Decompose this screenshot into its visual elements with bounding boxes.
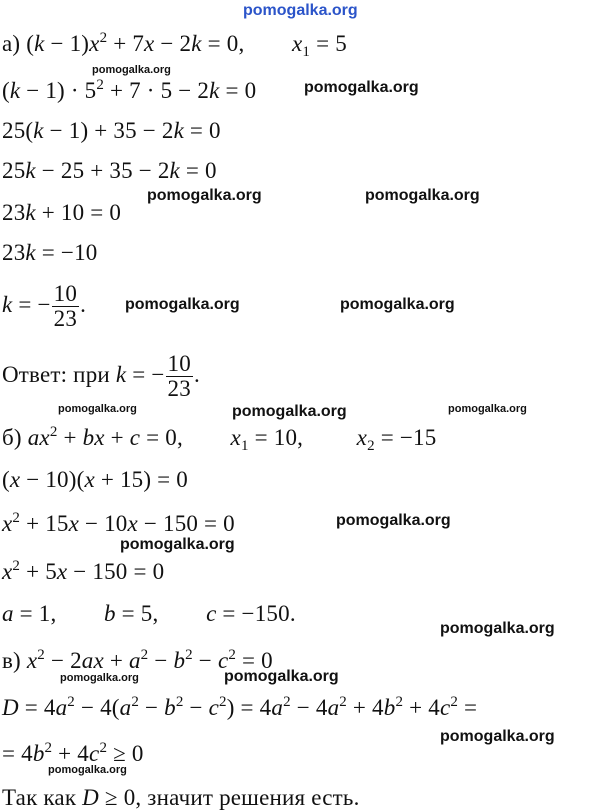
watermark: pomogalka.org — [340, 296, 455, 313]
watermark-top: pomogalka.org — [243, 2, 358, 19]
watermark: pomogalka.org — [440, 620, 555, 637]
watermark: pomogalka.org — [448, 403, 527, 415]
part-a-answer: Ответ: при k = − $\frac{10}{23}$ . — [2, 351, 200, 401]
fraction: $\frac{10}{23}$ — [167, 351, 191, 401]
part-a-line-7: k = − $\frac{10}{23}$ . — [2, 281, 87, 331]
part-v-line-4: Так как D ≥ 0, значит решения есть. — [2, 785, 360, 810]
watermark: pomogalka.org — [304, 79, 419, 96]
part-b-line-1: б) $ax^2$ + bx + c = 0, $x_1 = 10$, $x_2 = -15$ — [2, 424, 437, 454]
watermark: pomogalka.org — [232, 403, 347, 420]
watermark: pomogalka.org — [48, 764, 127, 776]
watermark: pomogalka.org — [147, 187, 262, 204]
part-b-line-2: (x − 10)(x + 15) = 0 — [2, 467, 189, 492]
watermark: pomogalka.org — [120, 536, 235, 553]
part-a-line-6: 23k = −10 — [2, 240, 98, 265]
watermark: pomogalka.org — [92, 64, 171, 76]
part-a-line-2: $(k - 1) \cdot 5^2 + 7 \cdot 5 - 2k = 0$ — [2, 77, 257, 103]
watermark: pomogalka.org — [336, 512, 451, 529]
part-v-line-1: в) $x^2 - 2ax + a^2 - b^2 - c^2 = 0$ — [2, 647, 273, 673]
watermark: pomogalka.org — [125, 296, 240, 313]
part-v-line-2: $D = 4a^2 - 4(a^2 - b^2 - c^2) = 4a^2 - 4a^2 + 4b^2 + 4c^2$ = — [2, 694, 478, 720]
part-a-line-4: 25k − 25 + 35 − 2k = 0 — [2, 158, 217, 183]
watermark: pomogalka.org — [58, 403, 137, 415]
part-v-line-3: = $4b^2 + 4c^2 \ge 0$ — [2, 740, 144, 766]
part-b-line-4: $x^2 + 5x - 150 = 0$ — [2, 558, 165, 584]
part-a-line-5: 23k + 10 = 0 — [2, 200, 122, 225]
watermark: pomogalka.org — [224, 668, 339, 685]
watermark: pomogalka.org — [440, 728, 555, 745]
fraction: $\frac{10}{23}$ — [53, 281, 78, 331]
part-a-line-3: 25(k − 1) + 35 − 2k = 0 — [2, 118, 221, 143]
watermark: pomogalka.org — [60, 672, 139, 684]
watermark: pomogalka.org — [365, 187, 480, 204]
part-a-line-1: а) $(k - 1)x^2 + 7x - 2k = 0$, $x_1 = 5$ — [2, 30, 347, 60]
part-b-line-3: $x^2 + 15x - 10x - 150 = 0$ — [2, 510, 235, 536]
part-b-line-5: a = 1, b = 5, c = −150. — [2, 601, 296, 626]
